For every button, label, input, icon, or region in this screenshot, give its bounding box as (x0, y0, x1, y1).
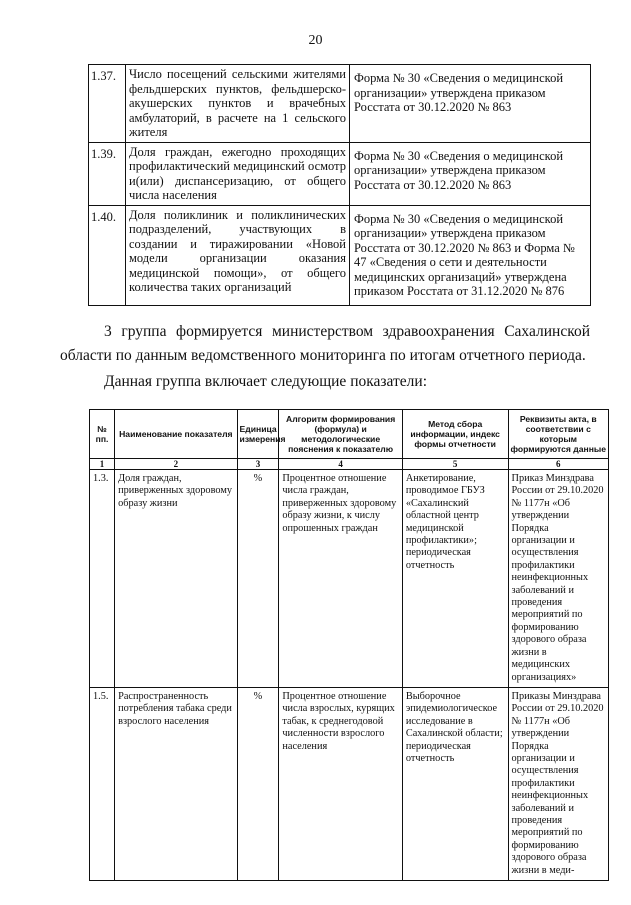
table-row (89, 142, 591, 205)
row-number: 1.37. (89, 65, 126, 143)
column-number: 3 (237, 459, 279, 470)
column-number: 4 (279, 459, 402, 470)
indicator-unit: % (237, 470, 279, 688)
page-number: 20 (308, 33, 323, 48)
header-act: Реквизиты акта, в соответствии с которым формируются данные (508, 410, 608, 459)
indicator-description: Доля граждан, ежегодно проходящих профилактический медицинский осмотр и(или) диспансеризацию, от общего числа населения (126, 142, 350, 205)
header-number: № пп. (90, 410, 115, 459)
table-header-row (90, 410, 609, 459)
indicator-act: Приказы Минздрава России от 29.10.2020 № 1177н «Об утверждении Порядка организации и осуществления профилактики неинфекционных заболеваний и проведения мероприятий по формированию здорового образа жизни в меди- (508, 687, 608, 880)
indicator-name: Доля граждан, приверженных здоровому образу жизни (115, 470, 237, 688)
indicator-description: Доля поликлиник и поликлинических подразделений, участвующих в создании и тиражировании «Новой модели организации оказания медицинской помощи», от общего количества таких организаций (126, 205, 350, 305)
table-row (90, 687, 609, 880)
header-name: Наименование показателя (115, 410, 237, 459)
header-unit: Единица измерения (237, 410, 279, 459)
row-number: 1.5. (90, 687, 115, 880)
column-number: 2 (115, 459, 237, 470)
row-number: 1.39. (89, 142, 126, 205)
header-algorithm: Алгоритм формирования (формула) и методологические пояснения к показателю (279, 410, 402, 459)
column-number: 6 (508, 459, 608, 470)
table-row (90, 470, 609, 688)
indicator-method: Анкетирование, проводимое ГБУЗ «Сахалинский областной центр медицинской профилактики»; периодическая отчетность (402, 470, 508, 688)
table-row (89, 205, 591, 305)
group-3-paragraph: 3 группа формируется министерством здравоохранения Сахалинской области по данным ведомственного мониторинга по итогам отчетного периода. (60, 323, 590, 364)
column-number: 5 (402, 459, 508, 470)
indicator-source: Форма № 30 «Сведения о медицинской организации» утверждена приказом Росстата от 30.12.2020 № 863 и Форма № 47 «Сведения о сети и деятельности медицинских организаций» утверждена приказом Росстата от 31.12.2020 № 876 (350, 205, 591, 305)
indicators-table-main (89, 409, 609, 881)
indicator-algorithm: Процентное отношение числа взрослых, курящих табак, к среднегодовой численности взрослого населения (279, 687, 402, 880)
column-number-row (90, 459, 609, 470)
indicator-method: Выборочное эпидемиологическое исследование в Сахалинской области; периодическая отчетность (402, 687, 508, 880)
table-row (89, 65, 591, 143)
indicator-source: Форма № 30 «Сведения о медицинской организации» утверждена приказом Росстата от 30.12.2020 № 863 (350, 142, 591, 205)
row-number: 1.3. (90, 470, 115, 688)
indicator-source: Форма № 30 «Сведения о медицинской организации» утверждена приказом Росстата от 30.12.2020 № 863 (350, 65, 591, 143)
indicator-unit: % (237, 687, 279, 880)
row-number: 1.40. (89, 205, 126, 305)
column-number: 1 (90, 459, 115, 470)
indicators-table-top (88, 64, 591, 306)
group-intro-paragraph: Данная группа включает следующие показатели: (104, 373, 428, 390)
indicator-act: Приказ Минздрава России от 29.10.2020 № 1177н «Об утверждении Порядка организации и осуществления профилактики неинфекционных заболеваний и проведения мероприятий по формированию здорового образа жизни в медицинских организациях» (508, 470, 608, 688)
indicator-description: Число посещений сельскими жителями фельдшерских пунктов, фельдшерско-акушерских пунктов и врачебных амбулаторий, в расчете на 1 сельского жителя (126, 65, 350, 143)
indicator-algorithm: Процентное отношение числа граждан, приверженных здоровому образу жизни, к числу опрошенных граждан (279, 470, 402, 688)
indicator-name: Распространенность потребления табака среди взрослого населения (115, 687, 237, 880)
header-method: Метод сбора информации, индекс формы отчетности (402, 410, 508, 459)
